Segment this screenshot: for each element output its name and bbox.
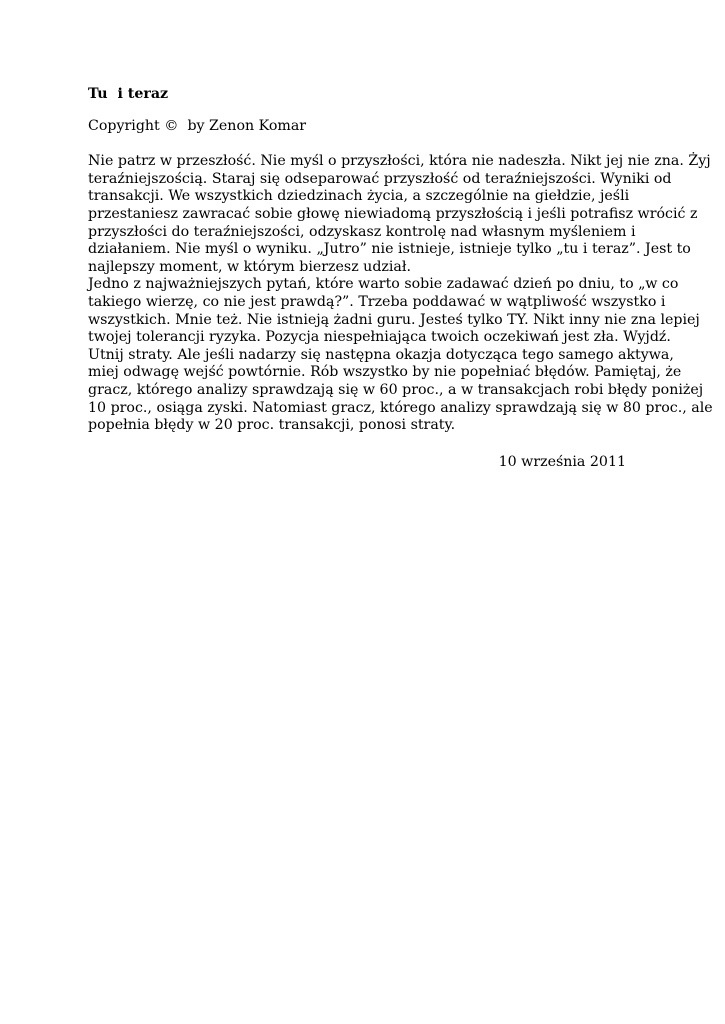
text-line: przestaniesz zawracać sobie głowę niewiadomą przyszłością i jeśli potrafisz wrócić z [88,205,698,222]
text-line: popełnia błędy w 20 proc. transakcji, ponosi straty. [88,417,456,434]
text-line: gracz, którego analizy sprawdzają się w 60 proc., a w transakcjach robi błędy poniżej [88,381,704,398]
text-line: takiego wierzę, co nie jest prawdą?”. Trzeba poddawać w wątpliwość wszystko i [88,293,666,310]
copyright-line: Copyright © by Zenon Komar [88,117,307,134]
paragraph-2 [88,276,713,434]
document-date: 10 września 2011 [498,453,626,470]
text-line: działaniem. Nie myśl o wyniku. „Jutro” nie istnieje, istnieje tylko „tu i teraz”. Jest to [88,241,691,258]
text-line: transakcji. We wszystkich dziedzinach życia, a szczególnie na giełdzie, jeśli [88,188,630,205]
text-line: miej odwagę wejść powtórnie. Rób wszystko by nie popełniać błędów. Pamiętaj, że [88,364,682,381]
text-line: Utnij straty. Ale jeśli nadarzy się następna okazja dotycząca tego samego aktywa, [88,346,674,363]
text-line: wszystkich. Mnie też. Nie istnieją żadni guru. Jesteś tylko TY. Nikt inny nie zna lepiej [88,311,700,328]
text-line: Nie patrz w przeszłość. Nie myśl o przyszłości, która nie nadeszła. Nikt jej nie zna. Żyj [88,153,711,170]
document-title: Tu i teraz [88,86,169,102]
text-line: Jedno z najważniejszych pytań, które warto sobie zadawać dzień po dniu, to „w co [88,276,679,293]
text-line: 10 proc., osiąga zyski. Natomiast gracz, którego analizy sprawdzają się w 80 proc., ale [88,399,713,416]
text-line: twojej tolerancji ryzyka. Pozycja niespełniająca twoich oczekiwań jest zła. Wyjdź. [88,329,671,346]
document-body [88,86,713,471]
text-line: przyszłości do teraźniejszości, odzyskasz kontrolę nad własnym myśleniem i [88,223,636,240]
text-line: najlepszy moment, w którym bierzesz udział. [88,258,411,275]
text-line: teraźniejszością. Staraj się odseparować przyszłość od teraźniejszości. Wyniki od [88,170,672,187]
paragraph-1 [88,153,711,276]
